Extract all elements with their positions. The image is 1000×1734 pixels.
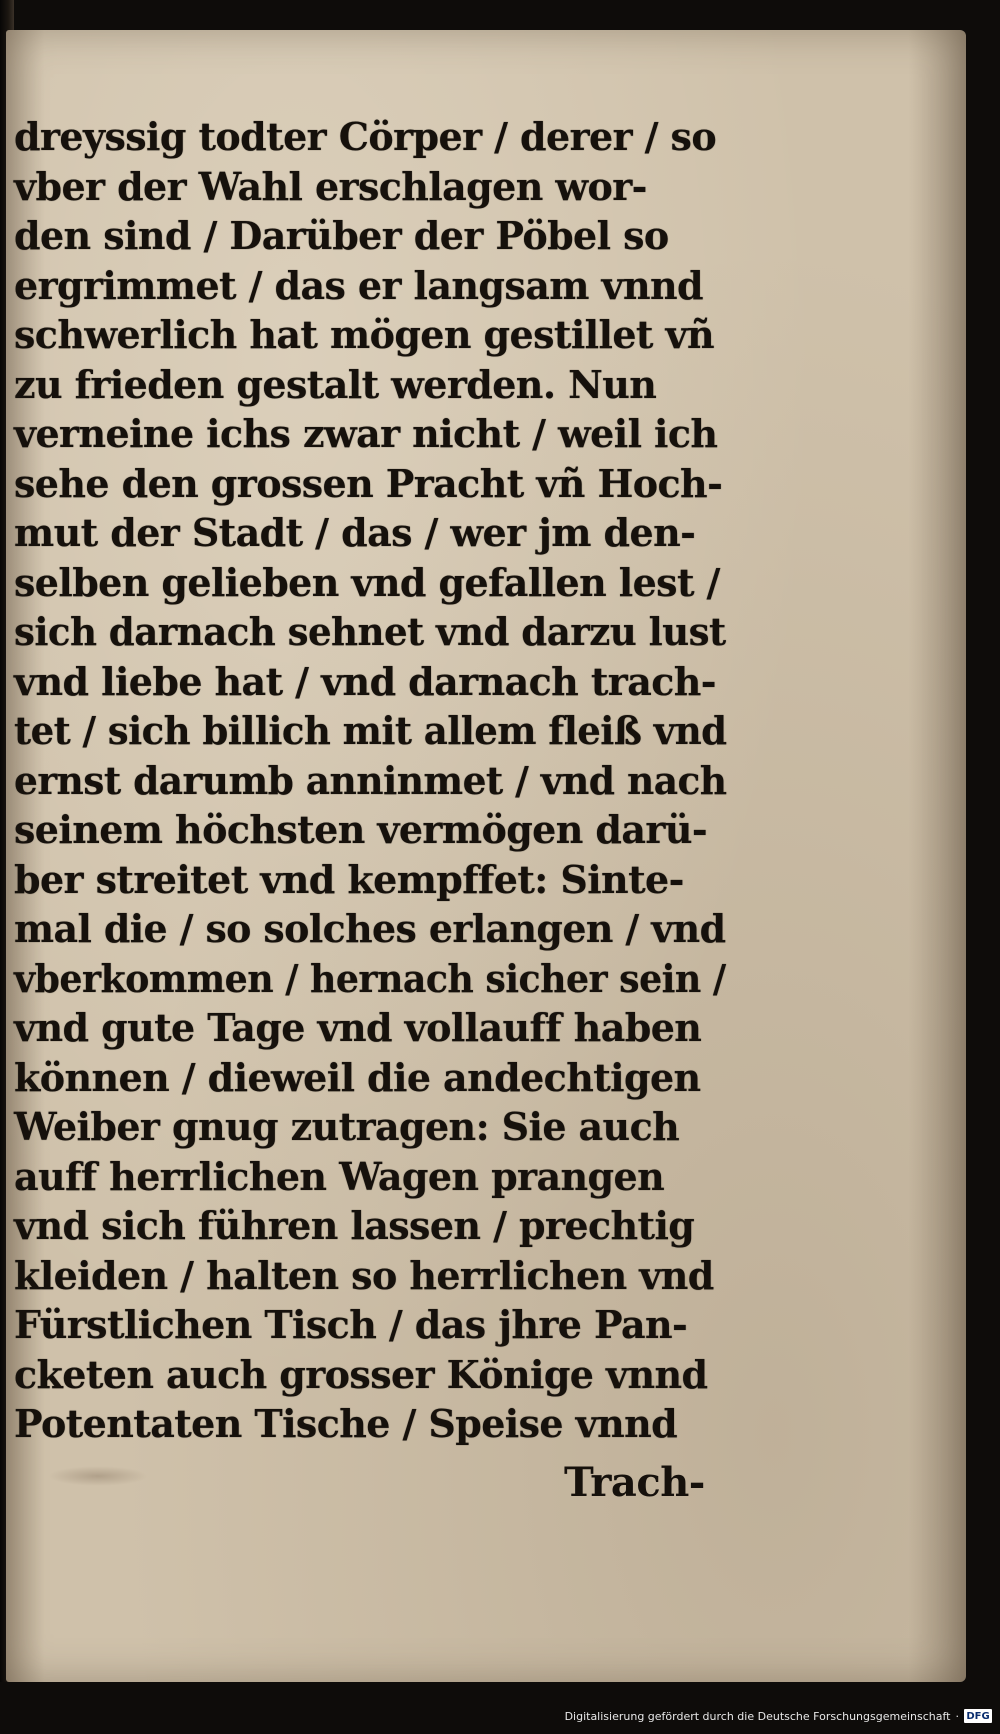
text-line: zu frieden gestalt werden. Nun — [14, 361, 657, 407]
text-line: vnd gute Tage vnd vollauff haben — [14, 1005, 702, 1050]
separator: · — [955, 1709, 959, 1723]
text-line: cketen auch grosser Könige vnnd — [14, 1351, 708, 1397]
text-line: kleiden / halten so herrlichen vnd — [14, 1252, 714, 1298]
text-line: ergrimmet / das er langsam vnnd — [14, 262, 703, 308]
text-line: mut der Stadt / das / wer jm den- — [14, 510, 696, 555]
text-line: Weiber gnug zutragen: Sie auch — [14, 1104, 680, 1149]
text-line: selben gelieben vnd gefallen lest / — [14, 559, 720, 605]
text-line: vnd sich führen lassen / prechtig — [14, 1203, 695, 1248]
text-line: verneine ichs zwar nicht / weil ich — [14, 411, 718, 456]
text-line: tet / sich billich mit allem fleiß vnd — [14, 708, 727, 753]
text-line: Fürstlichen Tisch / das jhre Pan- — [14, 1302, 688, 1347]
ink-bleed-mark — [48, 1466, 148, 1486]
text-line: seinem höchsten vermögen darü- — [14, 807, 708, 852]
text-line: dreyssig todter Cörper / derer / so — [14, 114, 717, 159]
text-line: schwerlich hat mögen gestillet vñ — [14, 312, 714, 357]
text-line: ber streitet vnd kempffet: Sinte- — [14, 856, 684, 902]
text-line: den sind / Darüber der Pöbel so — [14, 213, 669, 258]
catchword: Trach- — [564, 1459, 705, 1506]
text-line: vberkommen / hernach sicher sein / — [14, 955, 726, 1001]
credit-text: Digitalisierung gefördert durch die Deutsche Forschungsgemeinschaft — [564, 1709, 951, 1723]
text-line: können / dieweil die andechtigen — [14, 1054, 701, 1100]
text-line: sehe den grossen Pracht vñ Hoch- — [14, 460, 723, 506]
dfg-logo-icon: DFG — [964, 1709, 992, 1723]
text-line: vnd liebe hat / vnd darnach trach- — [14, 658, 716, 704]
funding-credit — [565, 1706, 992, 1726]
text-line: ernst darumb anninmet / vnd nach — [14, 757, 727, 803]
text-line: auff herrlichen Wagen prangen — [14, 1153, 665, 1199]
page-text — [14, 112, 726, 1449]
text-line: Potentaten Tische / Speise vnnd — [14, 1401, 678, 1446]
text-line: sich darnach sehnet vnd darzu lust — [14, 609, 726, 654]
text-line: vber der Wahl erschlagen wor- — [14, 163, 647, 209]
text-line: mal die / so solches erlangen / vnd — [14, 906, 726, 951]
